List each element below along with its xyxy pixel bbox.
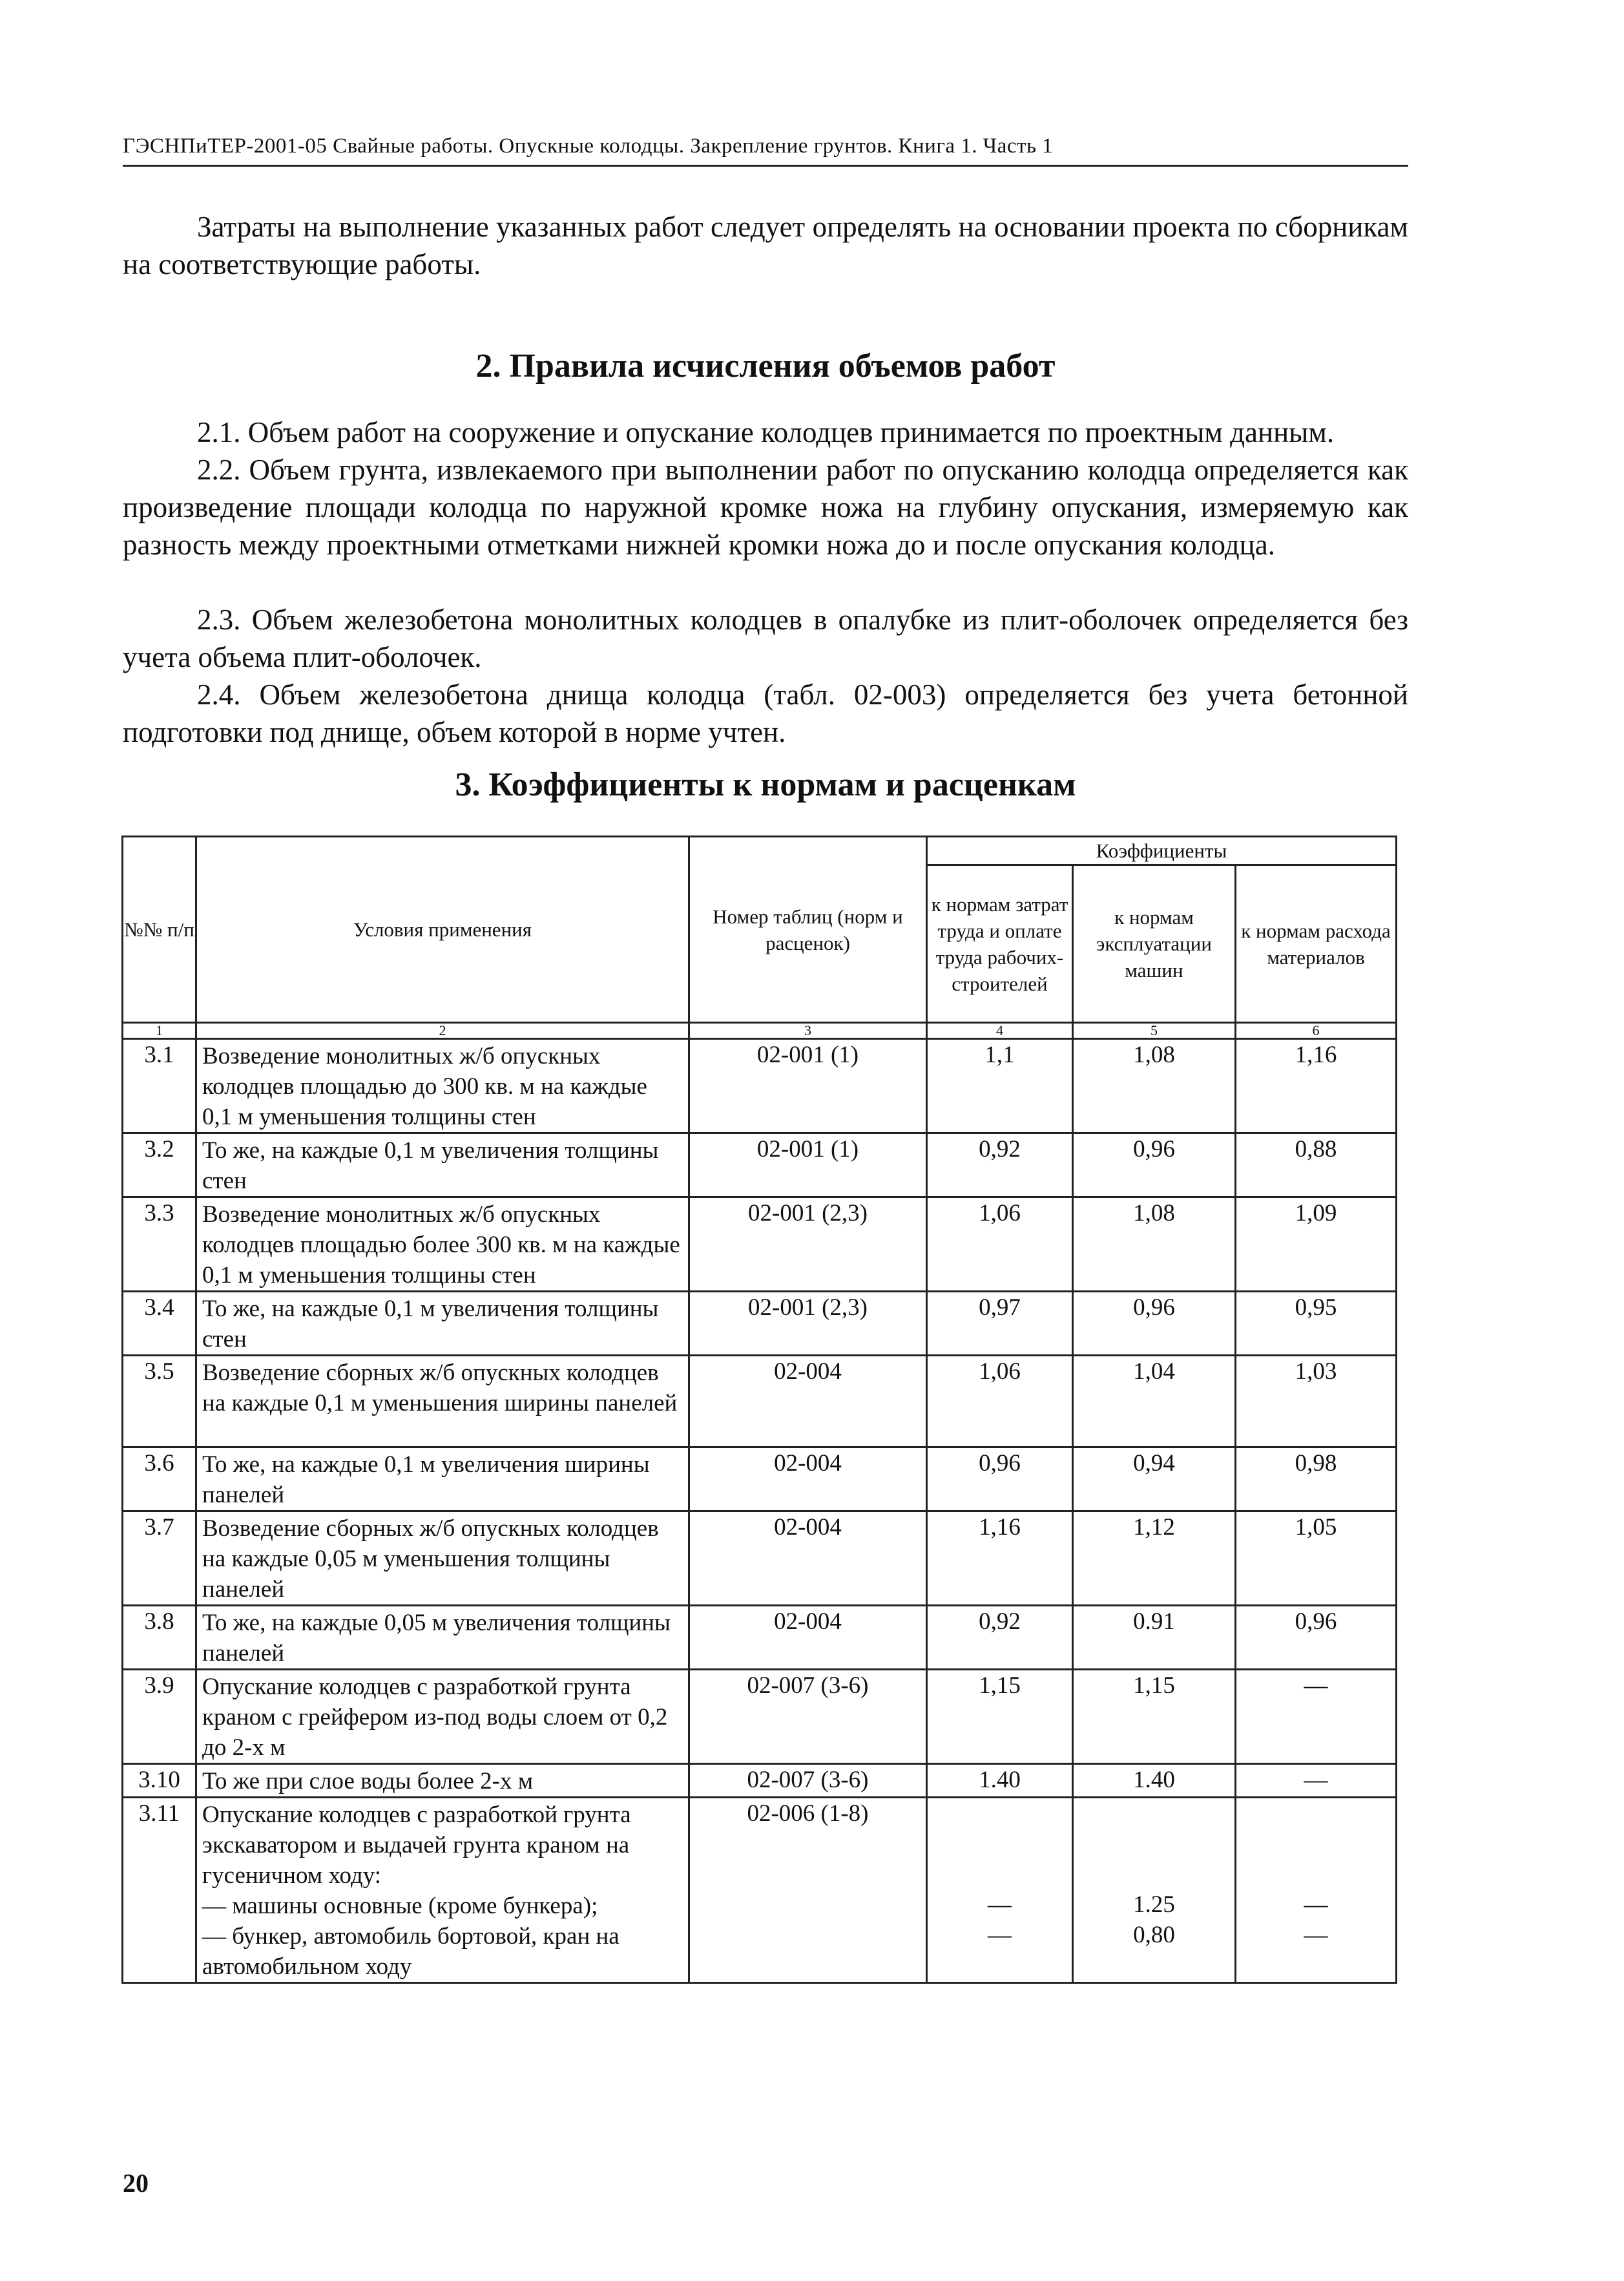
row-conditions: [196, 1798, 689, 1983]
column-number: 1: [123, 1023, 196, 1039]
row-machines-coef: 1.40: [1073, 1764, 1236, 1798]
row-machines-coef: [1073, 1798, 1236, 1983]
row-labor-coef: 0,92: [927, 1606, 1073, 1670]
row-machines-coef: 0,96: [1073, 1133, 1236, 1197]
row-table-number: 02-001 (2,3): [689, 1197, 927, 1292]
row-labor-coef: 1,15: [927, 1670, 1073, 1764]
paragraph-2-3: 2.3. Объем железобетона монолитных колодцев в опалубке из плит-оболочек определяется без учета объема плит-оболочек.: [123, 604, 1408, 673]
row-number: 3.9: [123, 1670, 196, 1764]
row-number: 3.10: [123, 1764, 196, 1798]
row-machines-coef: 1,08: [1073, 1197, 1236, 1292]
row-conditions-sub1: — машины основные (кроме бункера);: [202, 1893, 598, 1919]
row-conditions: Возведение монолитных ж/б опускных колодцев площадью до 300 кв. м на каждые 0,1 м уменьшения толщины стен: [196, 1039, 689, 1133]
row-conditions-main: Опускание колодцев с разработкой грунта экскаватором и выдачей грунта краном на гусеничном ходу:: [202, 1802, 631, 1889]
page-number: 20: [123, 2169, 149, 2198]
row-table-number: 02-004: [689, 1511, 927, 1606]
sub1-machines-coef: 1.25: [1133, 1891, 1175, 1918]
section-2-title: 2. Правила исчисления объемов работ: [475, 348, 1056, 384]
header-machines: к нормам эксплуатации машин: [1073, 865, 1236, 1023]
row-number: 3.4: [123, 1292, 196, 1356]
row-materials-coef: 0,88: [1236, 1133, 1397, 1197]
table-row: [123, 1511, 1397, 1606]
sub2-materials-coef: —: [1304, 1922, 1328, 1948]
row-labor-coef: 1,06: [927, 1197, 1073, 1292]
paragraph-2-4: 2.4. Объем железобетона днища колодца (табл. 02-003) определяется без учета бетонной подготовки под днище, объем которой в норме учтен.: [123, 678, 1408, 748]
table-row: [123, 1039, 1397, 1133]
row-labor-coef: 1,06: [927, 1356, 1073, 1447]
row-labor-coef: 1,16: [927, 1511, 1073, 1606]
table-row: [123, 1447, 1397, 1511]
table-row: [123, 1133, 1397, 1197]
row-number: 3.8: [123, 1606, 196, 1670]
row-table-number: 02-004: [689, 1447, 927, 1511]
row-machines-coef: 0,94: [1073, 1447, 1236, 1511]
row-table-number: 02-004: [689, 1606, 927, 1670]
row-labor-coef: 1,1: [927, 1039, 1073, 1133]
row-labor-coef: 0,96: [927, 1447, 1073, 1511]
row-number: 3.3: [123, 1197, 196, 1292]
row-conditions: То же, на каждые 0,05 м увеличения толщины панелей: [196, 1606, 689, 1670]
header-num: №№ п/п: [123, 837, 196, 1023]
row-number: 3.1: [123, 1039, 196, 1133]
row-materials-coef: 1,09: [1236, 1197, 1397, 1292]
row-table-number: 02-007 (3-6): [689, 1764, 927, 1798]
sub1-labor-coef: —: [988, 1891, 1012, 1918]
row-conditions: Возведение сборных ж/б опускных колодцев на каждые 0,1 м уменьшения ширины панелей: [196, 1356, 689, 1447]
row-conditions-sub2: — бункер, автомобиль бортовой, кран на автомобильном ходу: [202, 1923, 619, 1980]
table-row: [123, 1356, 1397, 1447]
row-conditions: То же, на каждые 0,1 м увеличения толщины стен: [196, 1292, 689, 1356]
header-coefficients: Коэффициенты: [927, 837, 1397, 865]
row-machines-coef: 1,08: [1073, 1039, 1236, 1133]
row-conditions: Возведение монолитных ж/б опускных колодцев площадью более 300 кв. м на каждые 0,1 м уменьшения толщины стен: [196, 1197, 689, 1292]
column-number: 5: [1073, 1023, 1236, 1039]
row-materials-coef: 0,95: [1236, 1292, 1397, 1356]
column-number: 2: [196, 1023, 689, 1039]
header-rule: [123, 165, 1408, 167]
table-row: [123, 1764, 1397, 1798]
row-machines-coef: 0.91: [1073, 1606, 1236, 1670]
row-conditions: То же, на каждые 0,1 м увеличения ширины панелей: [196, 1447, 689, 1511]
section-3-title: 3. Коэффициенты к нормам и расценкам: [455, 766, 1076, 803]
row-materials-coef: 0,98: [1236, 1447, 1397, 1511]
row-number: 3.5: [123, 1356, 196, 1447]
header-labor: к нормам затрат труда и оплате труда рабочих-строителей: [927, 865, 1073, 1023]
row-materials-coef: —: [1236, 1670, 1397, 1764]
sub2-machines-coef: 0,80: [1133, 1922, 1175, 1948]
row-machines-coef: 1,15: [1073, 1670, 1236, 1764]
column-number: 3: [689, 1023, 927, 1039]
row-conditions: Возведение сборных ж/б опускных колодцев на каждые 0,05 м уменьшения толщины панелей: [196, 1511, 689, 1606]
row-conditions: То же при слое воды более 2-х м: [196, 1764, 689, 1798]
row-materials-coef: 0,96: [1236, 1606, 1397, 1670]
row-labor-coef: 1.40: [927, 1764, 1073, 1798]
intro-paragraph: Затраты на выполнение указанных работ следует определять на основании проекта по сборникам на соответствующие работы.: [123, 211, 1408, 280]
table-row: [123, 1798, 1397, 1983]
row-table-number: 02-007 (3-6): [689, 1670, 927, 1764]
row-conditions: Опускание колодцев с разработкой грунта краном с грейфером из-под воды слоем от 0,2 до 2-х м: [196, 1670, 689, 1764]
row-labor-coef: [927, 1798, 1073, 1983]
row-labor-coef: 0,92: [927, 1133, 1073, 1197]
coefficients-table: [121, 836, 1397, 1984]
row-number: 3.2: [123, 1133, 196, 1197]
row-conditions: То же, на каждые 0,1 м увеличения толщины стен: [196, 1133, 689, 1197]
row-materials-coef: 1,05: [1236, 1511, 1397, 1606]
row-materials-coef: —: [1236, 1764, 1397, 1798]
row-machines-coef: 1,04: [1073, 1356, 1236, 1447]
header-conditions: Условия применения: [196, 837, 689, 1023]
row-materials-coef: [1236, 1798, 1397, 1983]
row-table-number: 02-001 (1): [689, 1133, 927, 1197]
row-table-number: 02-004: [689, 1356, 927, 1447]
row-machines-coef: 0,96: [1073, 1292, 1236, 1356]
paragraph-2-1: 2.1. Объем работ на сооружение и опускание колодцев принимается по проектным данным.: [197, 416, 1335, 448]
row-labor-coef: 0,97: [927, 1292, 1073, 1356]
row-number: 3.11: [123, 1798, 196, 1983]
row-machines-coef: 1,12: [1073, 1511, 1236, 1606]
row-table-number: 02-001 (2,3): [689, 1292, 927, 1356]
row-number: 3.6: [123, 1447, 196, 1511]
row-table-number: 02-006 (1-8): [689, 1798, 927, 1983]
column-number: 6: [1236, 1023, 1397, 1039]
table-row: [123, 1292, 1397, 1356]
row-number: 3.7: [123, 1511, 196, 1606]
row-table-number: 02-001 (1): [689, 1039, 927, 1133]
paragraph-2-2: 2.2. Объем грунта, извлекаемого при выполнении работ по опусканию колодца определяется как произведение площади колодца по наружной кромке ножа на глубину опускания, измеряемую как разность между проектными отметками нижней кромки ножа до и после опускания колодца.: [123, 454, 1408, 561]
header-materials: к нормам расхода материалов: [1236, 865, 1397, 1023]
sub1-materials-coef: —: [1304, 1891, 1328, 1918]
row-materials-coef: 1,03: [1236, 1356, 1397, 1447]
running-header: ГЭСНПиТЕР-2001-05 Свайные работы. Опускные колодцы. Закрепление грунтов. Книга 1. Часть 1: [123, 134, 1054, 158]
header-table-number: Номер таблиц (норм и расценок): [689, 837, 927, 1023]
table-row: [123, 1606, 1397, 1670]
table-row: [123, 1670, 1397, 1764]
column-number: 4: [927, 1023, 1073, 1039]
table-row: [123, 1197, 1397, 1292]
row-materials-coef: 1,16: [1236, 1039, 1397, 1133]
sub2-labor-coef: —: [988, 1922, 1012, 1948]
